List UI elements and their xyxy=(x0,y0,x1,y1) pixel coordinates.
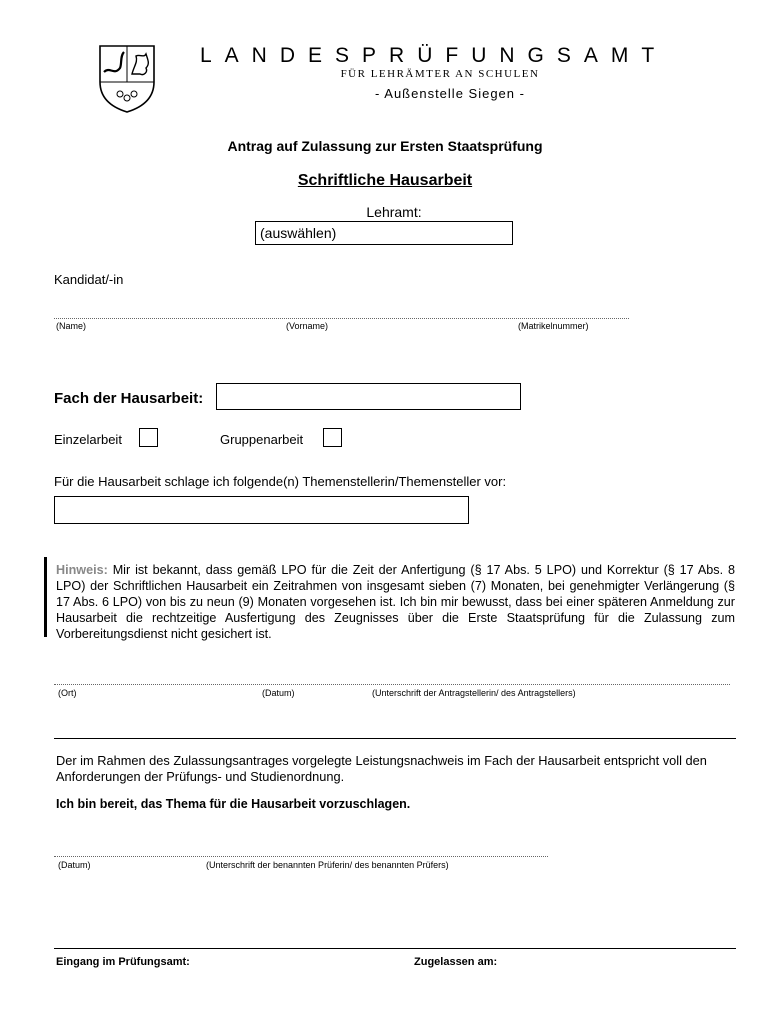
eingang-label: Eingang im Prüfungsamt: xyxy=(56,956,190,968)
lehramt-label: Lehramt: xyxy=(366,204,422,220)
gruppenarbeit-checkbox[interactable] xyxy=(323,428,342,447)
datum2-caption: (Datum) xyxy=(58,860,91,870)
subject-label: Fach der Hausarbeit: xyxy=(54,390,204,407)
form-title: Antrag auf Zulassung zur Ersten Staatsprüfung xyxy=(227,138,543,154)
matrikel-caption: (Matrikelnummer) xyxy=(518,321,589,331)
signature1-line[interactable] xyxy=(54,684,730,685)
examiner-signature-caption: (Unterschrift der benannten Prüferin/ des benannten Prüfers) xyxy=(206,860,449,870)
subject-input[interactable] xyxy=(216,383,521,410)
examiner-statement: Der im Rahmen des Zulassungsantrages vorgelegte Leistungsnachweis im Fach der Hausarbeit entspricht voll den Anforderungen der Prüfungs- und Studienordnung. xyxy=(56,753,707,784)
name-caption: (Name) xyxy=(56,321,87,331)
nrw-crest-icon xyxy=(96,42,158,114)
form-subtitle: Schriftliche Hausarbeit xyxy=(297,172,473,189)
org-title: LANDESPRÜFUNGSAMT xyxy=(200,44,668,67)
notice-bar xyxy=(44,557,47,637)
zugelassen-label: Zugelassen am: xyxy=(414,956,498,968)
applicant-signature-caption: (Unterschrift der Antragstellerin/ des Antragstellers) xyxy=(372,688,576,698)
ort-caption: (Ort) xyxy=(58,688,77,698)
notice-text xyxy=(56,562,735,642)
gruppenarbeit-label: Gruppenarbeit xyxy=(220,432,304,447)
notice-label: Hinweis: xyxy=(56,563,108,577)
org-branch: - Außenstelle Siegen - xyxy=(375,86,525,101)
einzelarbeit-checkbox[interactable] xyxy=(139,428,158,447)
examiner-bold-statement: Ich bin bereit, das Thema für die Hausarbeit vorzuschlagen. xyxy=(56,797,411,811)
signature2-line[interactable] xyxy=(54,856,548,857)
examiner-prompt: Für die Hausarbeit schlage ich folgende(n) Themenstellerin/Themensteller vor: xyxy=(54,474,507,489)
section-divider xyxy=(54,738,736,739)
footer-divider xyxy=(54,948,736,949)
notice-body: Mir ist bekannt, dass gemäß LPO für die Zeit der Anfertigung (§ 17 Abs. 5 LPO) und Korrektur (§ 17 Abs. 8 LPO) der Schriftlichen Hausarbeit ein Zeitrahmen von insgesamt sieben (7) Monaten, bei genehmigter Verlängerung (§ 17 Abs. 6 LPO) von bis zu neun (9) Monaten vorgesehen ist. Ich bin mir bewusst, dass bei einer späteren Anmeldung zur Hausarbeit die rechtzeitige Ausfertigung des Zeugnisses über die Erste Staatsprüfung für die Zulassung zum Vorbereitungsdienst nicht gesichert ist. xyxy=(56,563,735,641)
datum-caption: (Datum) xyxy=(262,688,295,698)
candidate-input-line[interactable] xyxy=(54,318,629,319)
examiner-input[interactable] xyxy=(54,496,469,524)
org-subtitle: FÜR LEHRÄMTER AN SCHULEN xyxy=(340,68,540,80)
vorname-caption: (Vorname) xyxy=(286,321,329,331)
einzelarbeit-label: Einzelarbeit xyxy=(54,432,122,447)
candidate-label: Kandidat/-in xyxy=(54,272,124,287)
lehramt-select[interactable]: (auswählen) xyxy=(255,221,513,245)
